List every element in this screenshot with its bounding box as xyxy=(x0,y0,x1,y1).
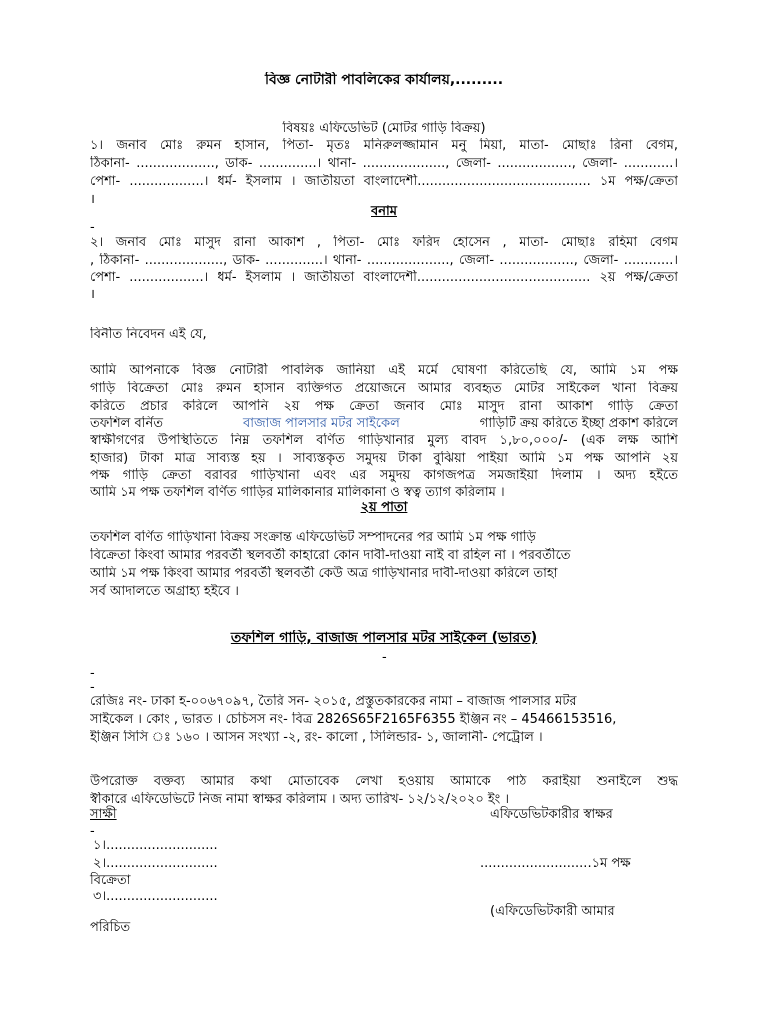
para2-line2: বিক্রেতা কিংবা আমার পরবর্তী স্থলবর্তী কাহারো কোন দাবী-দাওয়া নাই বা রহিল না । পরবর্তীতে xyxy=(90,548,571,563)
party1-line1: ১। জনাব মোঃ রুমন হাসান, পিতা- মৃতঃ মনিরুলজ্জামান মনু মিয়া, মাতা- মোছাঃ রিনা বেগম, xyxy=(90,138,678,153)
closing-line2: স্বীকারে এফিডেভিটে নিজ নামা স্বাক্ষর করিলাম । অদ্য তারিখ- ১২/১২/২০২০ ইং । xyxy=(90,792,510,807)
schedule-dash3: - xyxy=(90,680,95,695)
page2-heading: ২য় পাতা xyxy=(360,500,408,515)
para1-line4-end: গাড়িটি ক্রয় করিতে ইচ্ছা প্রকাশ করিলে xyxy=(479,416,678,431)
schedule-dash1: - xyxy=(382,650,387,665)
party1-line2: ঠিকানা- ..................., ডাক- ..............। থানা- ...................., জেলা- .................., জেলা- ............। xyxy=(90,156,678,171)
witness-3: ৩।........................... xyxy=(93,889,218,904)
known-label: পরিচিত xyxy=(90,920,131,935)
deponent-known-label: (এফিডেভিটকারী আমার xyxy=(490,904,615,919)
versus-heading: বনাম xyxy=(371,204,397,219)
schedule-dash2: - xyxy=(90,666,95,681)
party1-line4: । xyxy=(90,192,95,207)
para1-line6: হাজার) টাকা মাত্র সাব্যস্ত হয় । সাব্যস্তকৃত সমুদয় টাকা বুঝিয়া পাইয়া আমি ১ম পক্ষ আপনি ২য় xyxy=(90,451,678,466)
party2-line2: , ঠিকানা- ..................., ডাক- ..............। থানা- ...................., জেলা- .................., জেলা- ............। xyxy=(90,253,678,268)
schedule-heading: তফশিল গাড়ি, বাজাজ পালসার মটর সাইকেল (ভারত) xyxy=(230,630,538,646)
para2-line3: আমি ১ম পক্ষ কিংবা আমার পরবর্তী স্থলবর্তী কেউ অত্র গাড়িখানার দাবী-দাওয়া করিলে তাহা xyxy=(90,566,558,581)
witness-2: ২।........................... xyxy=(93,856,218,871)
vehicle-link[interactable]: বাজাজ পালসার মটর সাইকেল xyxy=(242,416,400,431)
para1-line3: করিতে প্রচার করিলে আপনি ২য় পক্ষ ক্রেতা জনাব মোঃ মাসুদ রানা আকাশ গাড়ি ক্রেতা xyxy=(90,399,678,414)
subject-line: বিষয়ঃ এফিডেভিট (মোটর গাড়ি বিক্রয়) xyxy=(282,121,486,136)
schedule-line1: রেজিঃ নং- ঢাকা হ-০০৬৭০৯৭, তৈরি সন- ২০১৫, প্রস্তুতকারকের নামা – বাজাজ পালসার মটর xyxy=(90,694,577,709)
greeting: বিনীত নিবেদন এই যে, xyxy=(90,327,207,342)
seller-label: বিক্রেতা xyxy=(90,873,131,888)
para1-line4-start: তফশিল বর্নিত xyxy=(90,416,163,431)
party2-dash: - xyxy=(90,220,95,235)
witness-label: সাক্ষী xyxy=(90,807,117,822)
para1-line2: গাড়ি বিক্রেতা মোঃ রুমন হাসান ব্যক্তিগত প্রয়োজনে আমার ব্যবহৃত মোটর সাইকেল খানা বিক্রয় xyxy=(90,381,678,396)
party2-line3: পেশা- ..................। ধর্ম- ইসলাম । জাতীয়তা বাংলাদেশী.......................................... ২য় পক্ষ/ক্রেতা xyxy=(90,270,678,285)
first-party-signature: ...........................১ম পক্ষ xyxy=(480,856,631,871)
office-title: বিজ্ঞ নোটারী পাবলিকের কার্যালয়,......... xyxy=(264,72,504,88)
closing-line1: উপরোক্ত বক্তব্য আমার কথা মোতাবেক লেখা হওয়ায় আমাকে পাঠ করাইয়া শুনাইলে শুদ্ধ xyxy=(90,774,678,789)
para2-line4: সর্ব আদালতে অগ্রাহ্য হইবে । xyxy=(90,584,239,599)
party2-line4: । xyxy=(90,287,95,302)
para2-line1: তফশিল বর্ণিত গাড়িখানা বিক্রয় সংক্রান্ত এফিডেভিট সম্পাদনের পর আমি ১ম পক্ষ গাড়ি xyxy=(90,530,536,545)
para1-line5: স্বাক্ষীগণের উপস্থিতিতে নিম্ন তফশিল বর্ণিত গাড়িখানার মুল্য বাবদ ১,৮০,০০০/- (এক লক্ষ আশি xyxy=(90,433,678,448)
para1-line8: আমি ১ম পক্ষ তফশিল বর্ণিত গাড়ির মালিকানার মালিকানা ও স্বত্ব ত্যাগ করিলাম । xyxy=(90,485,505,500)
para1-line7: পক্ষ গাড়ি ক্রেতা বরাবর গাড়িখানা এবং এর সমুদয় কাগজপত্র সমজাইয়া দিলাম । অদ্য হইতে xyxy=(90,468,678,483)
schedule-line3: ইঞ্জিন সিসি ঃ ১৬০ । আসন সংখ্যা -২, রং- কালো , সিলিন্ডার- ১, জালানী- পেট্রোল । xyxy=(90,730,543,745)
witness-1: ১।........................... xyxy=(93,838,218,853)
para1-line4 xyxy=(90,416,678,432)
schedule-line2: সাইকেল । কোং , ভারত । চেচিসস নং- বিত্র 2826S65F2165F6355 ইঞ্জিন নং – 45466153516, xyxy=(90,712,617,727)
signature-dash: - xyxy=(90,824,95,839)
para1-line1: আমি আপনাকে বিজ্ঞ নোটারী পাবলিক জানিয়া এই মর্মে ঘোষণা করিতেছি যে, আমি ১ম পক্ষ xyxy=(90,363,678,378)
deponent-signature-label: এফিডেভিটকারীর স্বাক্ষর xyxy=(490,807,613,822)
party2-line1: ২। জনাব মোঃ মাসুদ রানা আকাশ , পিতা- মোঃ ফরিদ হোসেন , মাতা- মোছাঃ রহিমা বেগম xyxy=(90,235,678,250)
party1-line3: পেশা- ..................। ধর্ম- ইসলাম । জাতীয়তা বাংলাদেশী.......................................... ১ম পক্ষ/ক্রেতা xyxy=(90,174,678,189)
